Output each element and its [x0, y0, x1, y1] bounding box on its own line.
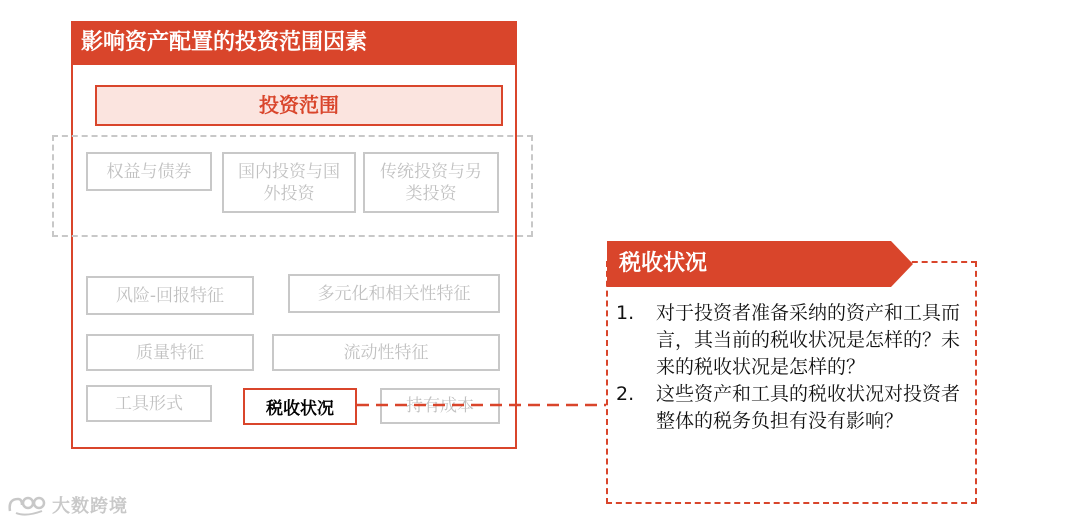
watermark-logo-icon: [6, 493, 48, 517]
scope-item-traditional-alternative: [363, 152, 499, 213]
list-number: 1.: [616, 302, 635, 324]
list-item: [616, 381, 972, 435]
scope-item-label: 传统投资与另类投资: [380, 161, 482, 204]
scope-item-domestic-foreign: [222, 152, 356, 213]
callout-title-banner: [607, 241, 913, 287]
factor-quality: 质量特征: [86, 334, 254, 371]
watermark: [6, 490, 156, 520]
factor-risk-return: 风险-回报特征: [86, 276, 254, 315]
factor-tool-form: 工具形式: [86, 385, 212, 422]
watermark-text: 大数跨境: [52, 496, 128, 517]
list-item: [616, 300, 972, 381]
factor-tax-status: 税收状况: [243, 388, 357, 425]
list-number: 2.: [616, 383, 635, 405]
panel-title: 影响资产配置的投资范围因素: [71, 21, 517, 65]
factor-holding-cost: 持有成本: [380, 388, 500, 424]
factor-diversification: 多元化和相关性特征: [288, 274, 500, 313]
scope-header: 投资范围: [95, 85, 503, 126]
scope-item-label: 权益与债券: [106, 161, 192, 182]
scope-item-label: 国内投资与国外投资: [238, 161, 340, 204]
list-text: 这些资产和工具的税收状况对投资者整体的税务负担有没有影响？: [656, 383, 961, 432]
scope-item-equity-bond: [86, 152, 212, 191]
callout-title: 税收状况: [619, 251, 708, 276]
callout-question-list: [616, 300, 972, 435]
list-text: 对于投资者准备采纳的资产和工具而言，其当前的税收状况是怎样的？未来的税收状况是怎样的？: [656, 302, 961, 378]
factor-liquidity: 流动性特征: [272, 334, 500, 371]
